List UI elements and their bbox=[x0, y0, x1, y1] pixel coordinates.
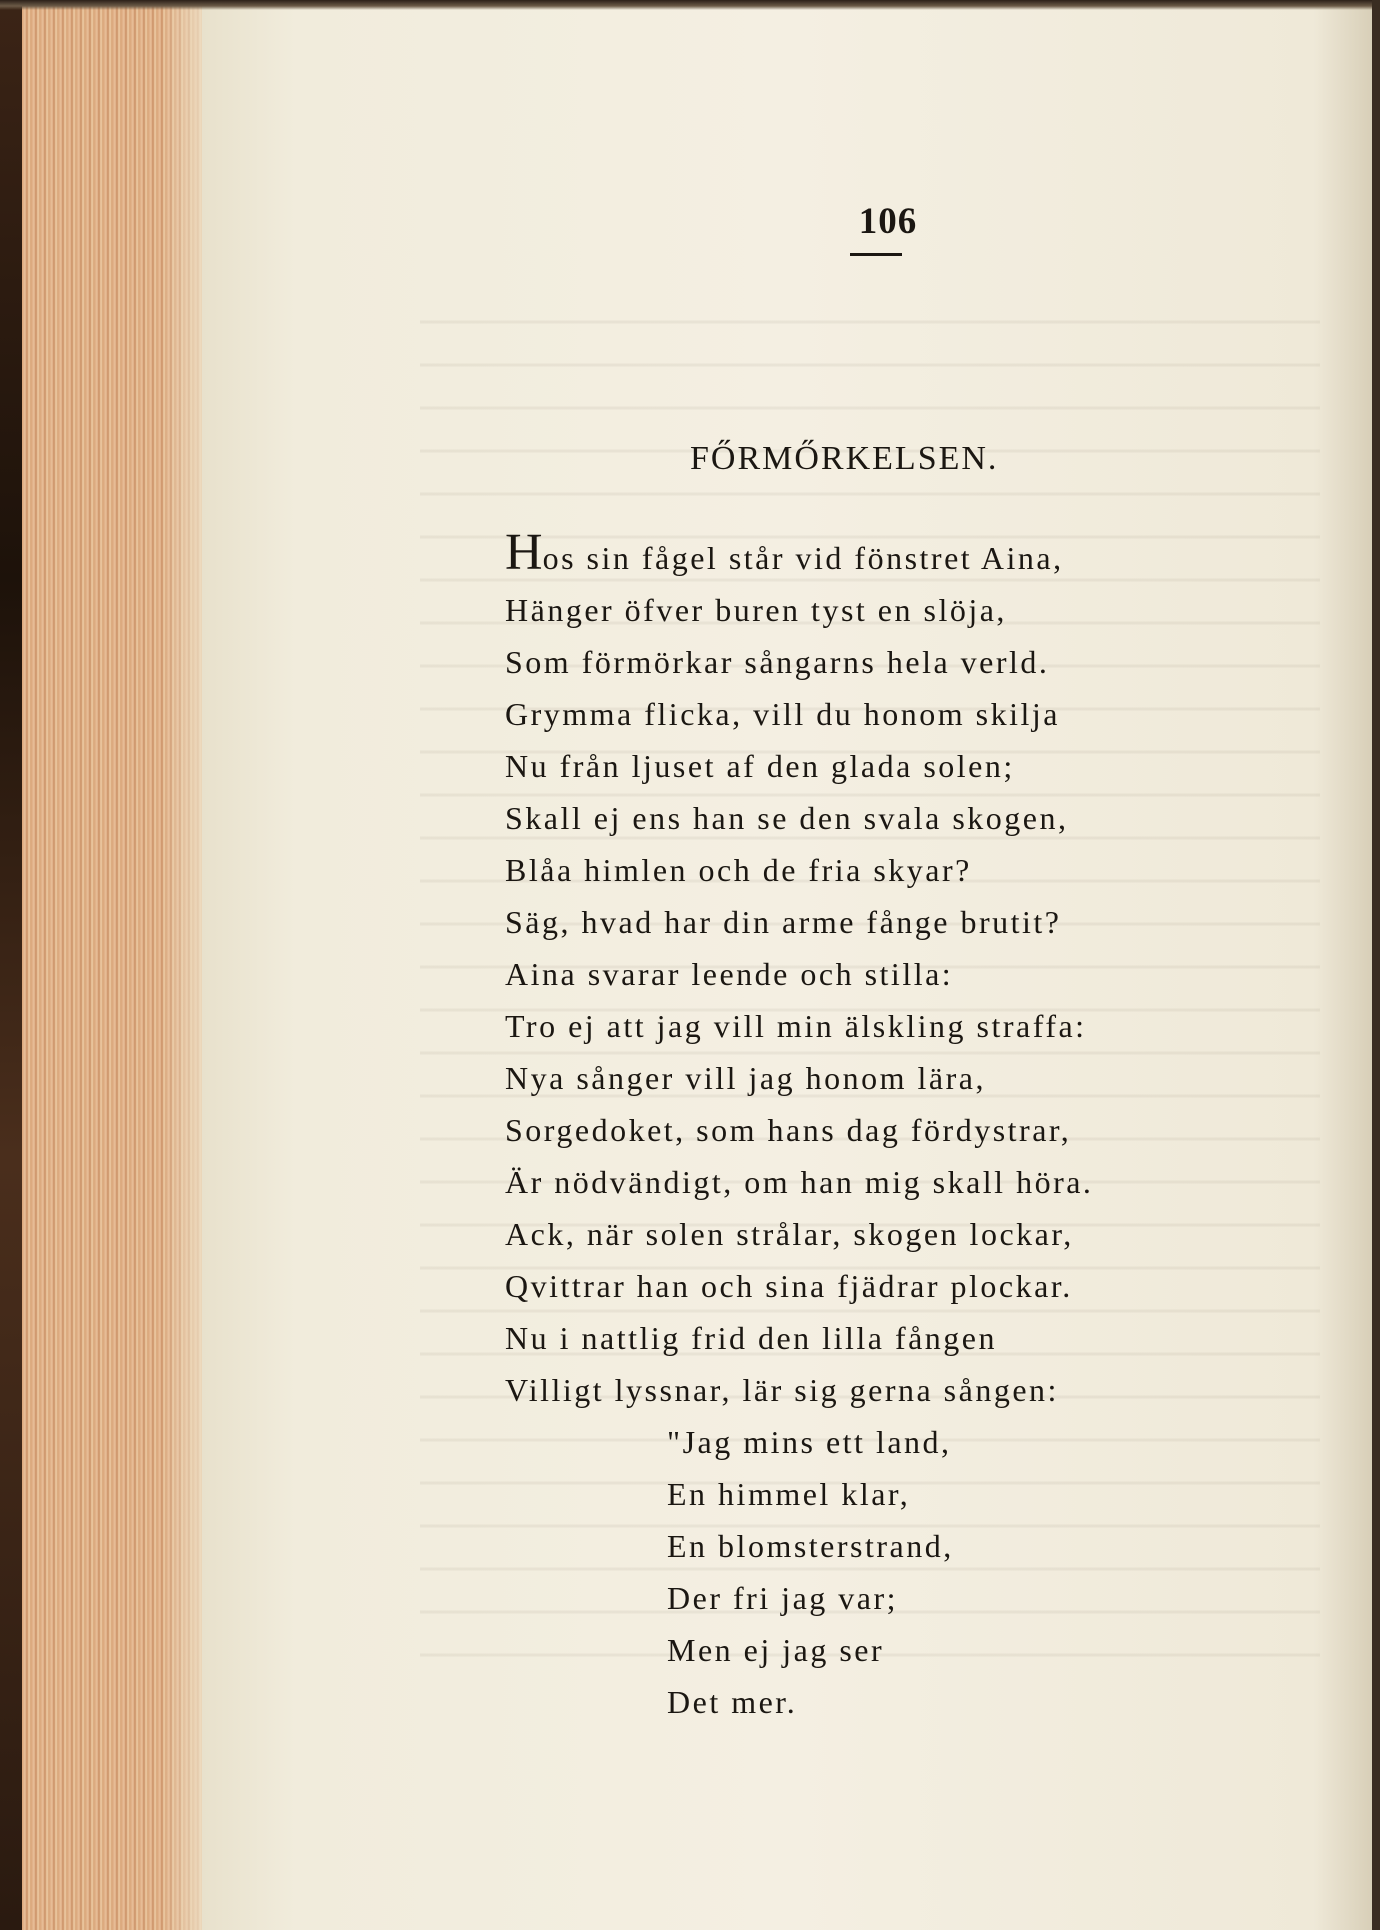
poem-line: Tro ej att jag vill min älskling straffa: bbox=[505, 1008, 1087, 1044]
first-line-text: os sin fågel står vid fönstret Aina, bbox=[542, 540, 1064, 576]
poem-line: Qvittrar han och sina fjädrar plockar. bbox=[505, 1268, 1073, 1304]
poem-line bbox=[505, 524, 1205, 584]
poem-line: Nu i nattlig frid den lilla fången bbox=[505, 1320, 997, 1356]
poem-line: Är nödvändigt, om han mig skall höra. bbox=[505, 1164, 1094, 1200]
refrain-line: Men ej jag ser bbox=[667, 1632, 885, 1668]
refrain-line: En himmel klar, bbox=[667, 1476, 911, 1512]
refrain-line: "Jag mins ett land, bbox=[667, 1424, 952, 1460]
page-number: 106 bbox=[858, 201, 918, 242]
poem-line: Aina svarar leende och stilla: bbox=[505, 956, 954, 992]
poem-line: Nu från ljuset af den glada solen; bbox=[505, 748, 1015, 784]
top-edge bbox=[0, 0, 1380, 10]
book-edge-dark bbox=[0, 0, 22, 1930]
poem-line: Säg, hvad har din arme fånge brutit? bbox=[505, 904, 1062, 940]
poem-title: FŐRMŐRKELSEN. bbox=[690, 440, 999, 477]
refrain-line: En blomsterstrand, bbox=[667, 1528, 954, 1564]
poem-line: Grymma flicka, vill du honom skilja bbox=[505, 696, 1060, 732]
poem-line: Villigt lyssnar, lär sig gerna sången: bbox=[505, 1372, 1059, 1408]
poem-line: Hänger öfver buren tyst en slöja, bbox=[505, 592, 1007, 628]
drop-cap: H bbox=[505, 524, 543, 581]
page-stack-edge bbox=[22, 0, 202, 1930]
refrain-line: Der fri jag var; bbox=[667, 1580, 899, 1616]
page-number-rule bbox=[850, 253, 902, 256]
poem-line: Nya sånger vill jag honom lära, bbox=[505, 1060, 986, 1096]
poem-line: Som förmörkar sångarns hela verld. bbox=[505, 644, 1050, 680]
poem-line: Sorgedoket, som hans dag fördystrar, bbox=[505, 1112, 1072, 1148]
refrain-line: Det mer. bbox=[667, 1684, 798, 1720]
poem-line: Blåa himlen och de fria skyar? bbox=[505, 852, 972, 888]
poem-line: Skall ej ens han se den svala skogen, bbox=[505, 800, 1069, 836]
right-edge bbox=[1372, 0, 1380, 1930]
poem-line: Ack, när solen strålar, skogen lockar, bbox=[505, 1216, 1074, 1252]
poem-body bbox=[505, 524, 1205, 1728]
